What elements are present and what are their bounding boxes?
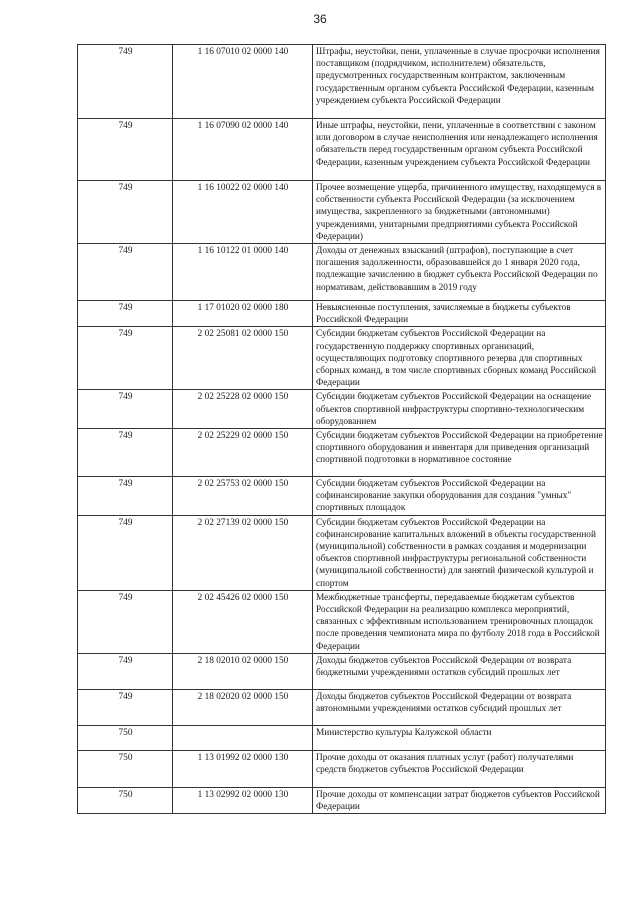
table-row [78,653,606,689]
admin-code-cell: 749 [78,390,173,429]
revenue-code-cell: 1 17 01020 02 0000 180 [173,301,313,327]
revenue-code-cell: 2 02 25081 02 0000 150 [173,327,313,390]
admin-code-cell: 749 [78,181,173,244]
table-row [78,515,606,590]
revenue-name-cell: Субсидии бюджетам субъектов Российской Федерации на оснащение объектов спортивной инфраструктуры спортивно-технологическим оборудованием [313,390,606,429]
admin-code-cell: 749 [78,653,173,689]
revenue-code-cell: 1 13 02992 02 0000 130 [173,787,313,813]
table-row [78,477,606,516]
revenue-code-cell: 1 16 10022 02 0000 140 [173,181,313,244]
revenue-name-cell: Субсидии бюджетам субъектов Российской Федерации на государственную поддержку спортивных организаций, осуществляющих подготовку спортивного резерва для спортивных сборных команд, в том числе спортивных сборных команд Российской Федерации [313,327,606,390]
revenue-name-cell: Межбюджетные трансферты, передаваемые бюджетам субъектов Российской Федерации на реализацию комплекса мероприятий, связанных с эффективным использованием тренировочных площадок после проведения чемпионата мира по футболу 2018 года в Российской Федерации [313,590,606,653]
table-row [78,390,606,429]
revenue-code-cell: 2 02 25229 02 0000 150 [173,429,313,477]
admin-code-cell: 750 [78,787,173,813]
table-row [78,181,606,244]
admin-code-cell: 749 [78,119,173,181]
revenue-code-cell: 1 16 07090 02 0000 140 [173,119,313,181]
revenue-codes-table [77,44,606,814]
revenue-name-cell: Прочее возмещение ущерба, причиненного имуществу, находящемуся в собственности субъекта Российской Федерации (за исключением имущества, закрепленного за бюджетными (автономными) учреждениями, унитарными предприятиями субъекта Российской Федерации) [313,181,606,244]
revenue-code-cell [173,725,313,750]
revenue-code-cell: 1 16 10122 01 0000 140 [173,244,313,301]
revenue-code-cell: 2 02 45426 02 0000 150 [173,590,313,653]
page-number: 36 [313,12,327,26]
revenue-name-cell: Доходы бюджетов субъектов Российской Федерации от возврата бюджетными учреждениями остатков субсидий прошлых лет [313,653,606,689]
table-row [78,750,606,787]
table-row [78,119,606,181]
revenue-code-cell: 2 18 02020 02 0000 150 [173,689,313,725]
revenue-code-cell: 1 13 01992 02 0000 130 [173,750,313,787]
revenue-name-cell: Доходы от денежных взысканий (штрафов), поступающие в счет погашения задолженности, образовавшейся до 1 января 2020 года, подлежащие зачислению в бюджет субъекта Российской Федерации по нормативам, действовавшим в 2019 году [313,244,606,301]
admin-code-cell: 749 [78,301,173,327]
revenue-name-cell: Прочие доходы от оказания платных услуг (работ) получателями средств бюджетов субъектов Российской Федерации [313,750,606,787]
revenue-name-cell: Штрафы, неустойки, пени, уплаченные в случае просрочки исполнения поставщиком (подрядчиком, исполнителем) обязательств, предусмотренных государственным контрактом, заключенным государственным органом субъекта Российской Федерации, казенным учреждением субъекта Российской Федерации [313,45,606,119]
table-row [78,429,606,477]
admin-code-cell: 749 [78,590,173,653]
revenue-code-cell: 2 02 25753 02 0000 150 [173,477,313,516]
table-row [78,787,606,813]
admin-code-cell: 749 [78,477,173,516]
revenue-name-cell: Субсидии бюджетам субъектов Российской Федерации на приобретение спортивного оборудования и инвентаря для приведения организаций спортивной подготовки в нормативное состояние [313,429,606,477]
admin-code-cell: 750 [78,725,173,750]
revenue-name-cell: Субсидии бюджетам субъектов Российской Федерации на софинансирование капитальных вложений в объекты государственной (муниципальной) собственности в рамках создания и модернизации объектов спортивной инфраструктуры региональной собственности (муниципальной собственности) для занятий физической культурой и спортом [313,515,606,590]
admin-code-cell: 749 [78,327,173,390]
admin-code-cell: 749 [78,45,173,119]
table-row [78,725,606,750]
revenue-code-cell: 2 02 27139 02 0000 150 [173,515,313,590]
revenue-code-cell: 1 16 07010 02 0000 140 [173,45,313,119]
revenue-name-cell: Прочие доходы от компенсации затрат бюджетов субъектов Российской Федерации [313,787,606,813]
revenue-code-cell: 2 18 02010 02 0000 150 [173,653,313,689]
admin-code-cell: 749 [78,429,173,477]
admin-code-cell: 749 [78,689,173,725]
table-row [78,301,606,327]
revenue-name-cell: Доходы бюджетов субъектов Российской Федерации от возврата автономными учреждениями остатков субсидий прошлых лет [313,689,606,725]
ministry-name-cell: Министерство культуры Калужской области [313,725,606,750]
revenue-name-cell: Невыясненные поступления, зачисляемые в бюджеты субъектов Российской Федерации [313,301,606,327]
admin-code-cell: 750 [78,750,173,787]
admin-code-cell: 749 [78,244,173,301]
table-row [78,244,606,301]
admin-code-cell: 749 [78,515,173,590]
revenue-name-cell: Субсидии бюджетам субъектов Российской Федерации на софинансирование закупки оборудования для создания "умных" спортивных площадок [313,477,606,516]
revenue-code-cell: 2 02 25228 02 0000 150 [173,390,313,429]
revenue-name-cell: Иные штрафы, неустойки, пени, уплаченные в соответствии с законом или договором в случае неисполнения или ненадлежащего исполнения обязательств перед государственным органом субъекта Российской Федерации, казенным учреждением субъекта Российской Федерации [313,119,606,181]
table-row [78,689,606,725]
table-row [78,327,606,390]
table-row [78,590,606,653]
table-row [78,45,606,119]
